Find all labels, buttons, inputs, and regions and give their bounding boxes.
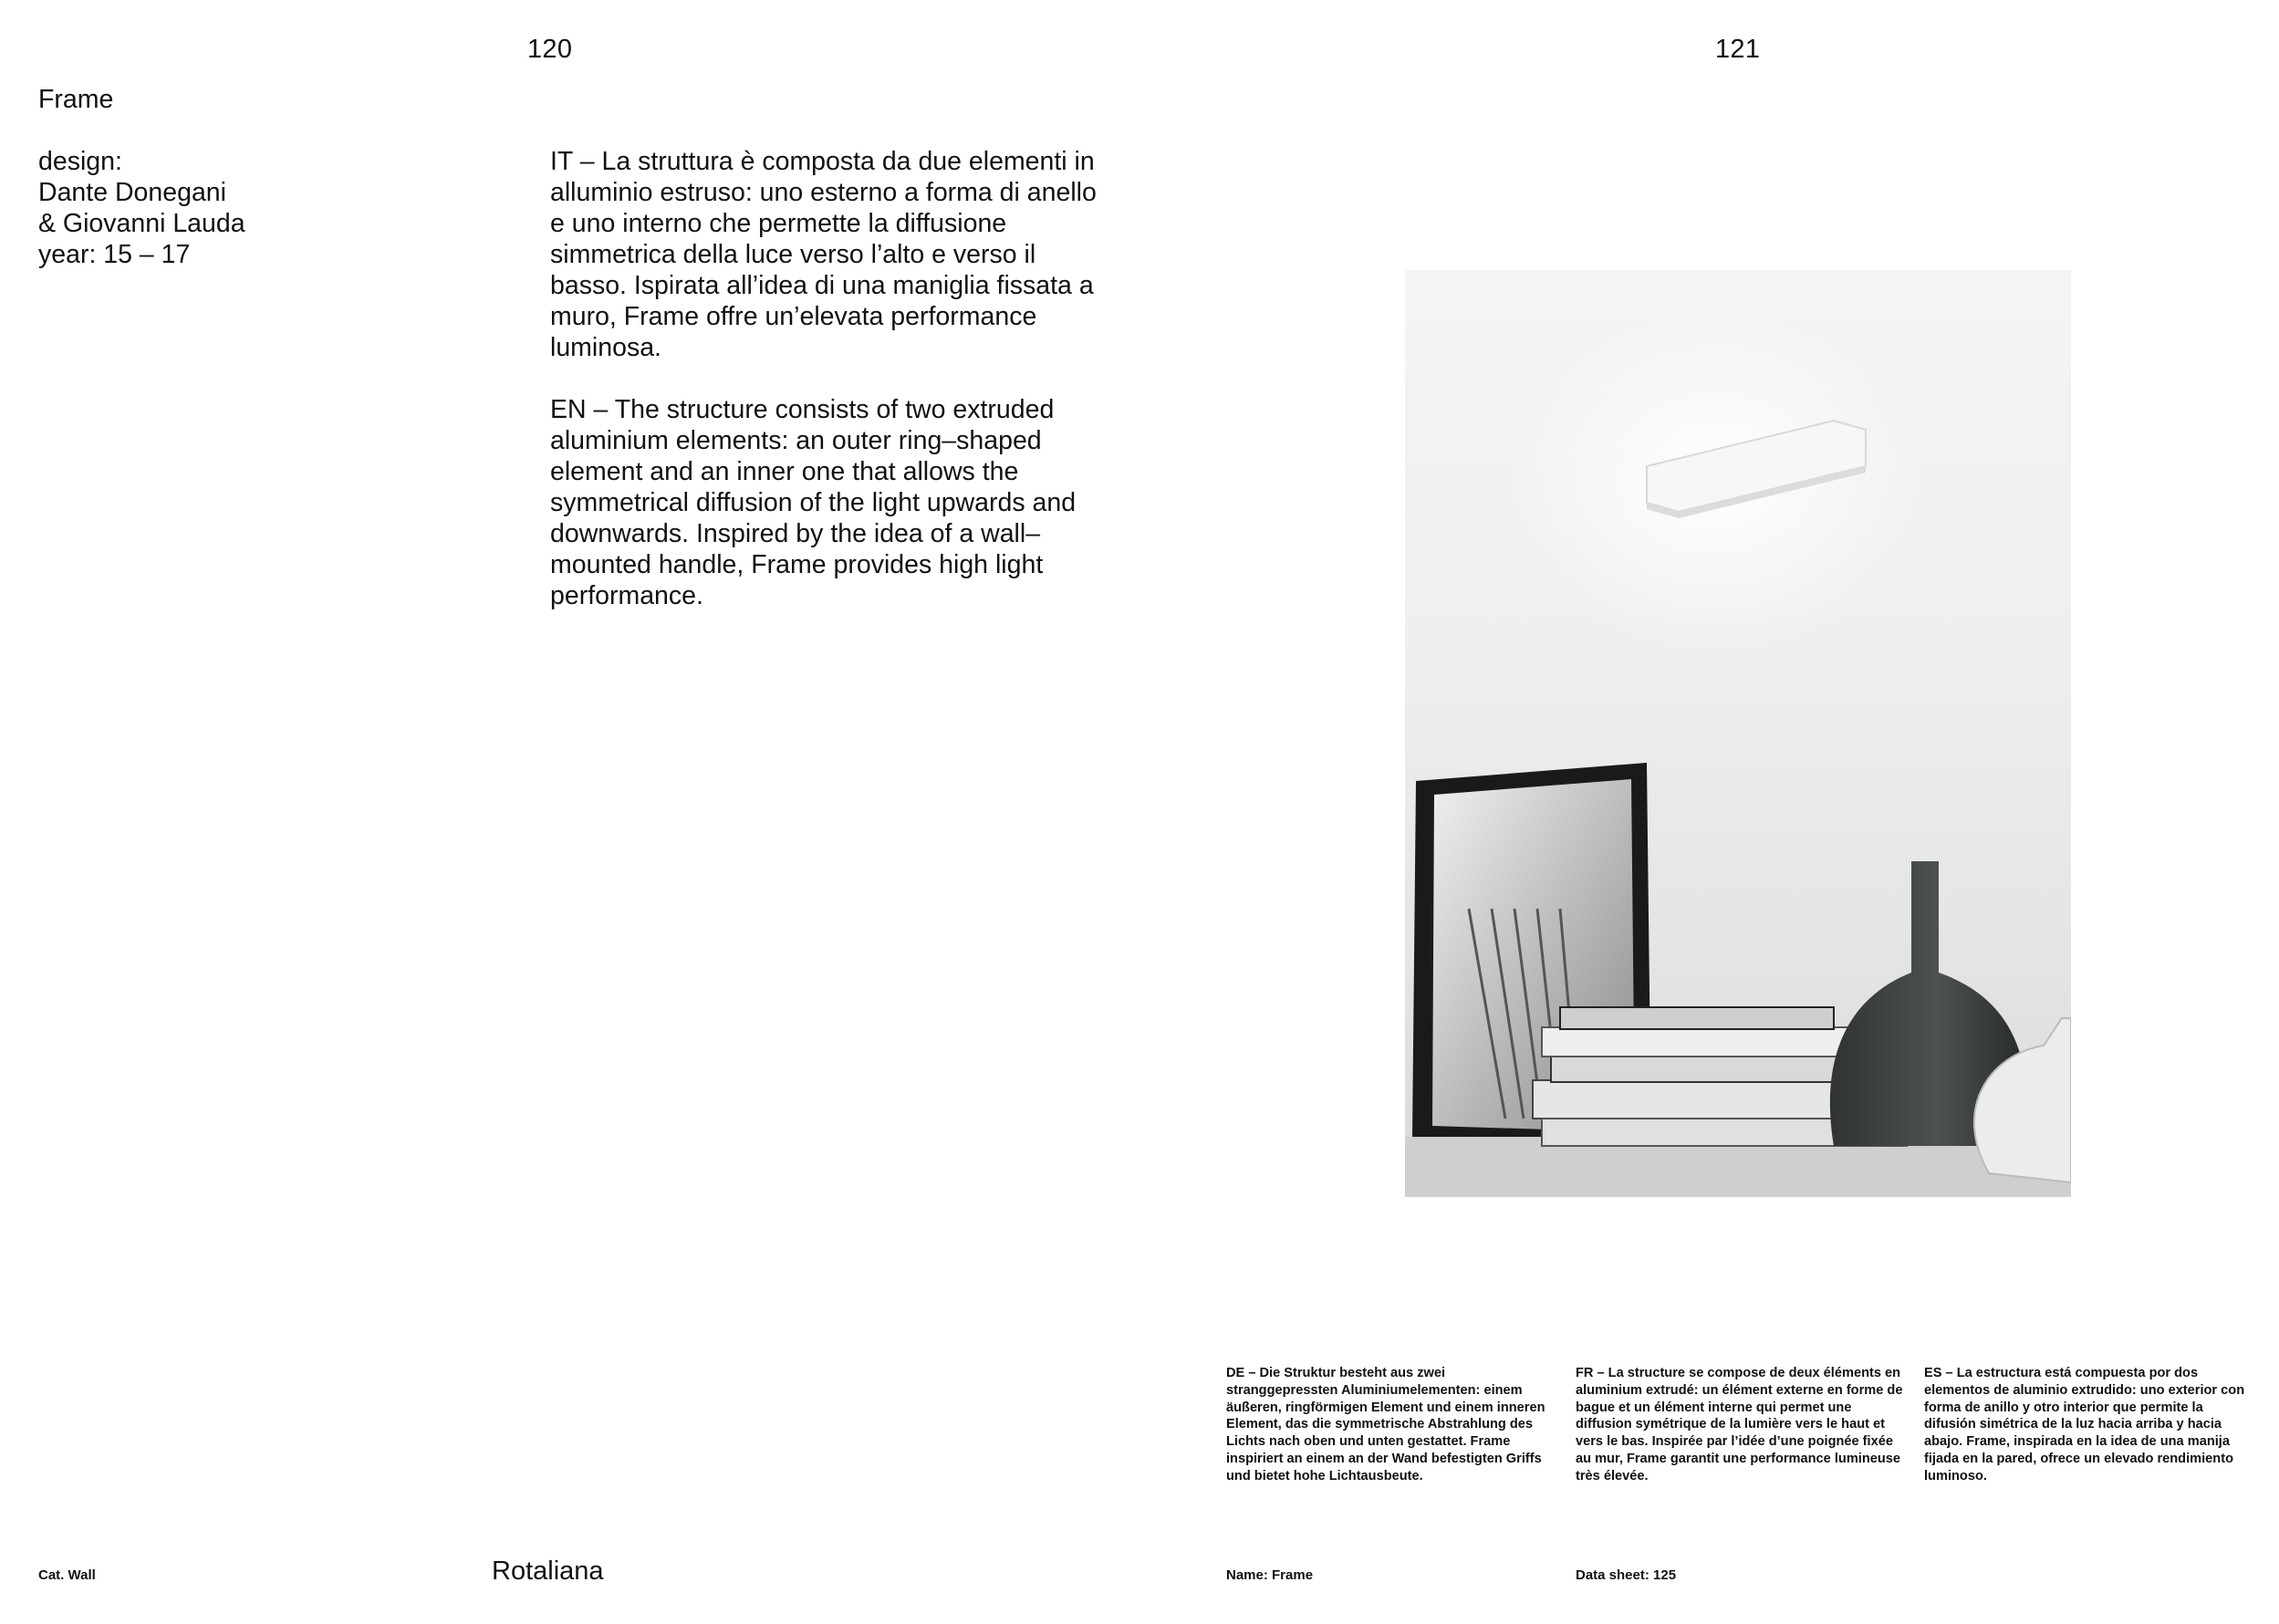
product-title: Frame — [38, 85, 114, 114]
designer-name: & Giovanni Lauda — [38, 209, 245, 238]
product-photo — [1405, 270, 2071, 1197]
product-sidebar — [38, 84, 245, 270]
year-text: year: 15 – 17 — [38, 240, 191, 269]
brand-name: Rotaliana — [492, 1556, 604, 1586]
description-fr: FR – La structure se compose de deux éléments en aluminium extrudé: un élément externe en forme de bague et un élément interne qui permet une diffusion symétrique de la lumière vers le haut et vers le bas. Inspirée par l’idée d’une poignée fixée au mur, Frame garantit une performance lumineuse très élevée. — [1576, 1366, 1903, 1483]
description-es: ES – La estructura está compuesta por dos elementos de aluminio extrudido: uno exterior con forma de anillo y otro interior que permite la difusión simétrica de la luz hacia arriba y hacia abajo. Frame, inspirada en la idea de una manija fijada en la pared, ofrece un elevado rendimiento luminoso. — [1924, 1366, 2245, 1483]
description-it: IT – La struttura è composta da due elementi in alluminio estruso: uno esterno a forma di anello e uno interno che permette la diffusione simmetrica della luce verso l’alto e verso il basso. Ispirata all’idea di una maniglia fissata a muro, Frame offre un’elevata performance luminosa. — [550, 147, 1097, 362]
main-description — [550, 146, 1098, 642]
description-de: DE – Die Struktur besteht aus zwei stranggepressten Aluminiumelementen: einem äußeren, ringförmigen Element und einem inneren Element, das die symmetrische Abstrahlung des Lichts nach oben und unten gestattet. Frame inspiriert an einem an der Wand befestigten Griffs und bietet hohe Lichtausbeute. — [1226, 1366, 1545, 1483]
design-label: design: — [38, 147, 122, 176]
category-label: Cat. Wall — [38, 1567, 96, 1583]
page-number-right: 121 — [1715, 35, 1761, 64]
datasheet-label: Data sheet: 125 — [1576, 1567, 1677, 1583]
page-number-left: 120 — [527, 35, 573, 64]
designer-name: Dante Donegani — [38, 178, 226, 207]
description-en: EN – The structure consists of two extruded aluminium elements: an outer ring–shaped element and an inner one that allows the symmetrical diffusion of the light upwards and downwards. Inspired by the idea of a wall–mounted handle, Frame provides high light performance. — [550, 395, 1077, 610]
product-name-label: Name: Frame — [1226, 1567, 1314, 1583]
